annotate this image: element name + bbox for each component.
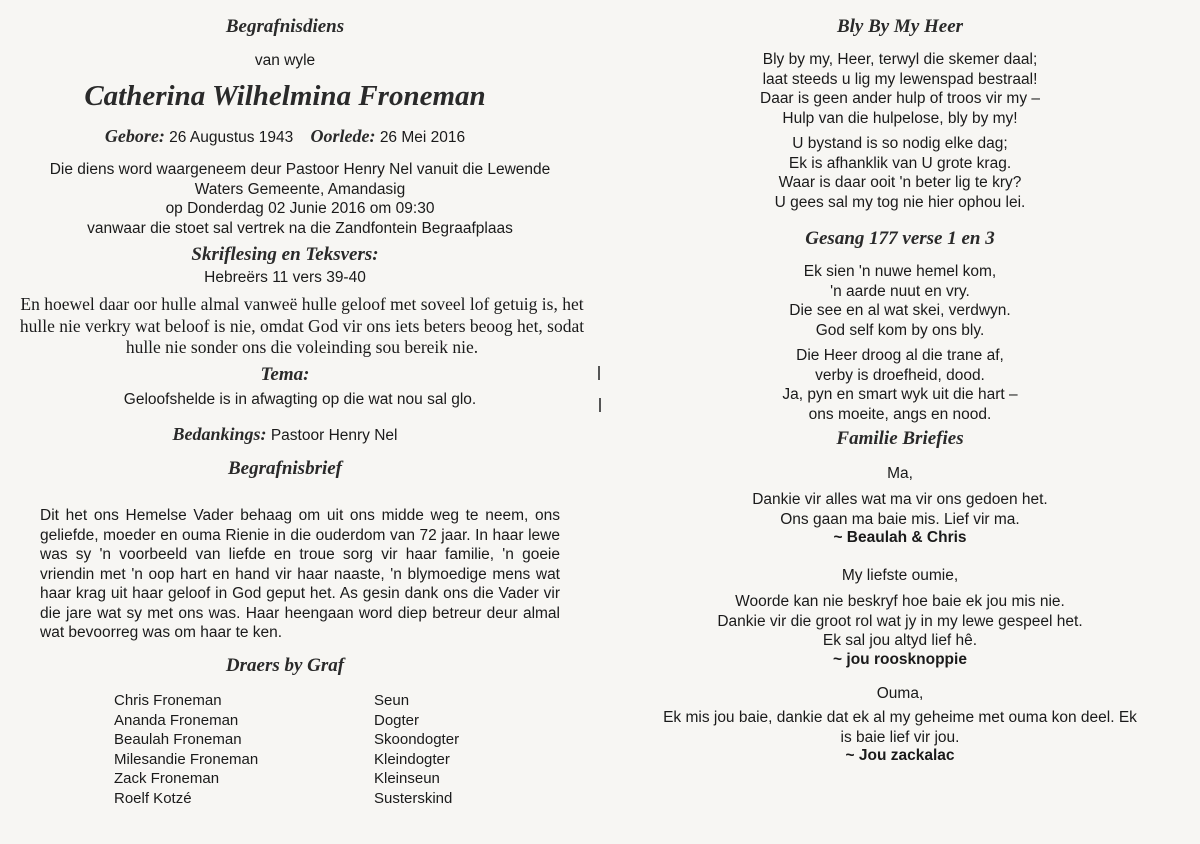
thanks-text: Pastoor Henry Nel — [270, 427, 398, 444]
hymn1-title: Bly By My Heer — [836, 16, 964, 37]
hymn-line: Hulp van die hulpelose, bly by my! — [782, 109, 1018, 127]
dates-line — [0, 126, 570, 147]
pallbearers-list — [114, 691, 459, 808]
hymn-line: Die Heer droog al die trane af, — [796, 347, 1004, 364]
service-heading: Begrafnisdiens — [225, 16, 345, 37]
hymn-line: Waar is daar ooit 'n beter lig te kry? — [778, 174, 1022, 191]
pallbearer-relation: Kleindogter — [374, 750, 450, 768]
hymn-line: Ja, pyn en smart wyk uit die hart – — [782, 386, 1018, 403]
hymn1-stanza2 — [600, 134, 1200, 212]
note-line: Dankie vir die groot rol wat jy in my lewe gespeel het. — [717, 612, 1083, 630]
scripture-line: En hoewel daar oor hulle almal vanweë hulle geloof met soveel lof getuig is, het — [20, 294, 584, 314]
pallbearer-relation: Skoondogter — [374, 731, 460, 748]
pallbearer-row — [114, 769, 459, 789]
born-date: 26 Augustus 1943 — [169, 129, 294, 146]
pallbearer-name: Zack Froneman — [114, 770, 220, 787]
pallbearer-name: Roelf Kotzé — [114, 789, 192, 807]
scripture-heading: Skriflesing en Teksvers: — [191, 244, 379, 265]
scripture-reference: Hebreërs 11 vers 39-40 — [204, 269, 366, 286]
hymn-line: laat steeds u lig my lewenspad bestraal! — [762, 70, 1038, 88]
note-line: Ek mis jou baie, dankie dat ek al my geheime met ouma kon deel. Ek — [663, 709, 1137, 726]
scripture-line: hulle nie sonder ons die voleinding sou bereik nie. — [125, 337, 479, 357]
hymn-line: Bly by my, Heer, terwyl die skemer daal; — [762, 51, 1038, 68]
note-line: is baie lief vir jou. — [840, 728, 960, 746]
note2-signature: ~ jou roosknoppie — [833, 651, 967, 668]
pallbearer-name: Milesandie Froneman — [114, 750, 259, 768]
pallbearer-relation: Susterskind — [374, 789, 453, 807]
died-date: 26 Mei 2016 — [379, 129, 466, 146]
hymn2-title: Gesang 177 verse 1 en 3 — [805, 228, 995, 249]
note2-body — [600, 592, 1200, 651]
pallbearer-row — [114, 789, 459, 809]
pallbearer-name: Chris Froneman — [114, 692, 222, 709]
service-line: op Donderdag 02 Junie 2016 om 09:30 — [165, 200, 435, 217]
pallbearer-name: Beaulah Froneman — [114, 731, 242, 748]
note-line: Dankie vir alles wat ma vir ons gedoen het. — [752, 491, 1048, 508]
theme-text: Geloofshelde is in afwagting op die wat nou sal glo. — [123, 391, 477, 408]
pallbearer-row — [114, 730, 459, 750]
hymn1-stanza1 — [600, 50, 1200, 128]
service-line: Waters Gemeente, Amandasig — [194, 180, 406, 198]
hymn-line: U gees sal my tog nie hier ophou lei. — [774, 193, 1026, 211]
theme-heading: Tema: — [260, 364, 310, 385]
note1-body — [600, 490, 1200, 529]
note1-salutation: Ma, — [887, 465, 913, 482]
hymn-line: Daar is geen ander hulp of troos vir my – — [760, 90, 1040, 107]
note2-salutation: My liefste oumie, — [841, 567, 959, 584]
pallbearer-relation: Dogter — [374, 711, 420, 729]
pallbearer-row — [114, 691, 459, 711]
right-page — [600, 0, 1200, 844]
hymn-line: ons moeite, angs en nood. — [808, 405, 992, 423]
scripture-text — [12, 294, 592, 359]
obituary-text: Dit het ons Hemelse Vader behaag om uit ons midde weg te neem, ons geliefde, moeder en ouma Rienie in die ouderdom van 72 jaar. In haar lewe was sy 'n voorbeeld van liefde en troue sorg vir haar familie, 'n goeie vriendin met 'n oop hart en hand vir haar naaste, 'n blymoedige mens wat haar krag uit haar geloof in God geput het. As gesin dank ons die Vader vir die jare wat sy met ons was. Haar heengaan word diep betreur deur almal wat bevoorreg was om haar te ken. — [40, 507, 560, 641]
deceased-name: Catherina Wilhelmina Froneman — [84, 80, 486, 112]
hymn2-stanza2 — [600, 346, 1200, 424]
van-wyle-text: van wyle — [254, 52, 316, 69]
service-line: vanwaar die stoet sal vertrek na die Zandfontein Begraafplaas — [87, 219, 513, 237]
obituary-heading: Begrafnisbrief — [228, 458, 342, 479]
hymn-line: Ek sien 'n nuwe hemel kom, — [803, 263, 997, 280]
note3-body — [600, 708, 1200, 747]
note-line: Ek sal jou altyd lief hê. — [822, 632, 978, 649]
hymn-line: verby is droefheid, dood. — [815, 366, 985, 384]
thanks-label: Bedankings: — [172, 424, 267, 444]
pallbearer-relation: Seun — [374, 692, 410, 709]
hymn-line: 'n aarde nuut en vry. — [830, 282, 970, 300]
pallbearer-row — [114, 750, 459, 770]
born-label: Gebore: — [104, 126, 165, 146]
hymn-line: God self kom by ons bly. — [815, 321, 985, 339]
hymn-line: Die see en al wat skei, verdwyn. — [789, 302, 1011, 319]
note1-signature: ~ Beaulah & Chris — [833, 529, 967, 546]
note-line: Woorde kan nie beskryf hoe baie ek jou mis nie. — [735, 593, 1065, 610]
note-line: Ons gaan ma baie mis. Lief vir ma. — [780, 510, 1020, 528]
family-notes-heading: Familie Briefies — [836, 428, 964, 449]
died-label: Oorlede: — [310, 126, 376, 146]
hymn-line: Ek is afhanklik van U grote krag. — [788, 154, 1012, 172]
hymn2-stanza1 — [600, 262, 1200, 340]
note3-salutation: Ouma, — [876, 685, 924, 702]
hymn-line: U bystand is so nodig elke dag; — [792, 135, 1008, 152]
scripture-line: hulle nie verkry wat beloof is nie, omdat God vir ons iets beters beoog het, sodat — [19, 315, 585, 336]
note3-signature: ~ Jou zackalac — [845, 747, 955, 764]
service-details — [0, 160, 600, 238]
thanks-line — [0, 424, 570, 445]
pallbearers-heading: Draers by Graf — [225, 655, 345, 676]
pallbearer-row — [114, 711, 459, 731]
pallbearer-name: Ananda Froneman — [114, 711, 239, 729]
pallbearer-relation: Kleinseun — [374, 770, 440, 787]
service-line: Die diens word waargeneem deur Pastoor Henry Nel vanuit die Lewende — [49, 161, 551, 178]
